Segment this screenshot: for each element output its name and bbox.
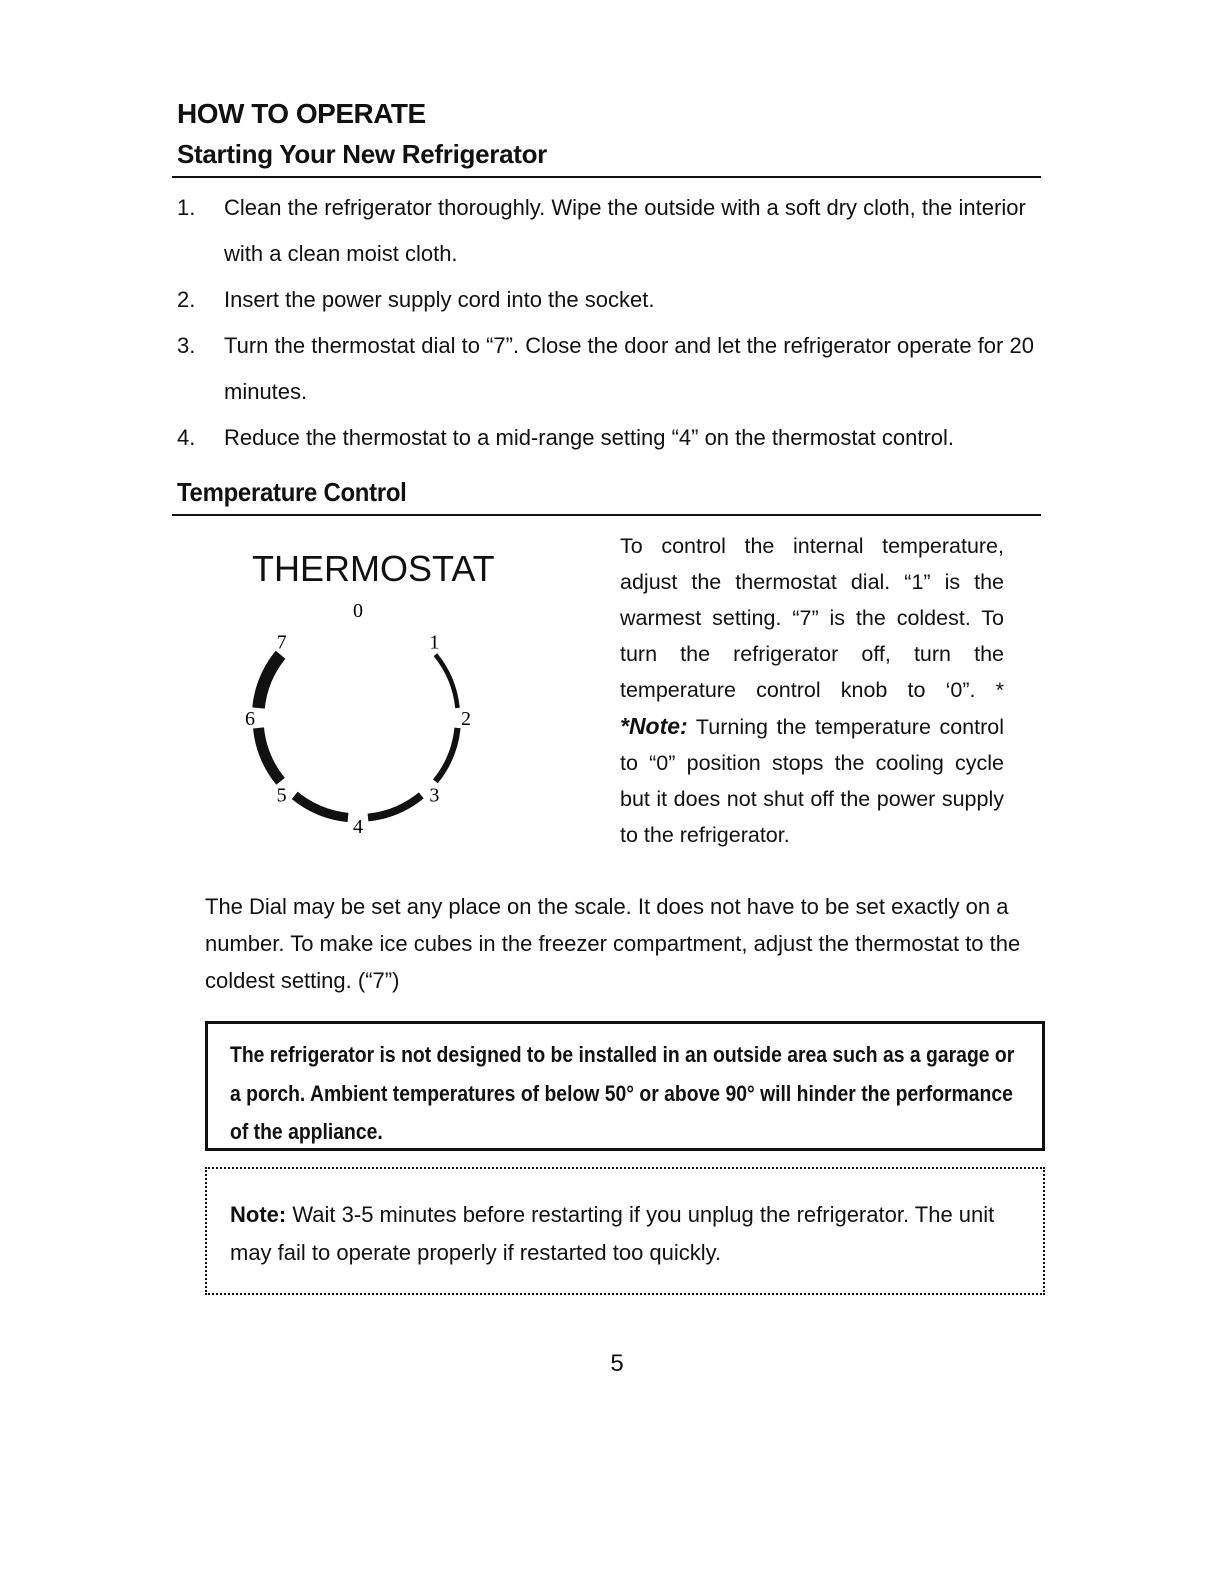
dial-label: 1 bbox=[429, 631, 440, 654]
dial-paragraph: The Dial may be set any place on the scale. It does not have to be set exactly on a number. To make ice cubes in the freezer compartment, adjust the thermostat to the coldest setting. (“7”) bbox=[205, 894, 1021, 993]
warning-box bbox=[205, 1021, 1045, 1151]
item-text: Turn the thermostat dial to “7”. Close the door and let the refrigerator operate for 20 minutes. bbox=[224, 333, 1034, 404]
temperature-description bbox=[620, 528, 1004, 853]
note-label: *Note: bbox=[620, 713, 688, 739]
dial-arc-segment bbox=[435, 655, 457, 708]
dial-label: 5 bbox=[276, 784, 287, 807]
dial-label: 7 bbox=[276, 631, 287, 654]
note-box bbox=[205, 1167, 1045, 1295]
dial-label: 3 bbox=[429, 784, 440, 807]
dial-arc-segment bbox=[295, 795, 348, 817]
dial-arc-segment bbox=[435, 728, 457, 781]
warning-text: The refrigerator is not designed to be installed in an outside area such as a garage or a porch. Ambient temperatures of below 50° or above 90° will hinder the performance of the appliance. bbox=[230, 1042, 1015, 1144]
item-number: 4. bbox=[177, 425, 196, 450]
item-text: Insert the power supply cord into the socket. bbox=[224, 287, 655, 312]
dial-label: 0 bbox=[353, 600, 363, 622]
page-number: 5 bbox=[610, 1350, 624, 1377]
dial-arc-segment bbox=[368, 795, 421, 817]
note-box-text: Wait 3-5 minutes before restarting if you unplug the refrigerator. The unit may fail to operate properly if restarted too quickly. bbox=[230, 1202, 995, 1265]
section-title-temperature: Temperature Control bbox=[177, 477, 407, 507]
dial-arc-segment bbox=[258, 728, 280, 781]
item-text: Clean the refrigerator thoroughly. Wipe the outside with a soft dry cloth, the interior with a clean moist cloth. bbox=[224, 195, 1026, 266]
item-number: 2. bbox=[177, 287, 196, 312]
dial-label: 2 bbox=[461, 708, 471, 730]
dial-arc-segment bbox=[258, 655, 280, 708]
section-title-starting: Starting Your New Refrigerator bbox=[177, 139, 547, 169]
dial-label: 4 bbox=[353, 816, 363, 838]
item-number: 3. bbox=[177, 333, 196, 358]
note-box-label: Note: bbox=[230, 1202, 287, 1227]
page-heading: HOW TO OPERATE bbox=[177, 98, 426, 129]
dial-label: 6 bbox=[245, 708, 255, 730]
thermostat-title: THERMOSTAT bbox=[252, 548, 495, 589]
item-number: 1. bbox=[177, 195, 196, 220]
note-text: Turning the temperature control to “0” position stops the cooling cycle but it does not shut off the power supply to the refrigerator. bbox=[620, 715, 1004, 847]
item-text: Reduce the thermostat to a mid-range setting “4” on the thermostat control. bbox=[224, 425, 955, 450]
description-text: To control the internal temperature, adjust the thermostat dial. “1” is the warmest setting. “7” is the coldest. To turn the refrigerator off, turn the temperature control knob to ‘0”. * bbox=[620, 534, 1004, 702]
